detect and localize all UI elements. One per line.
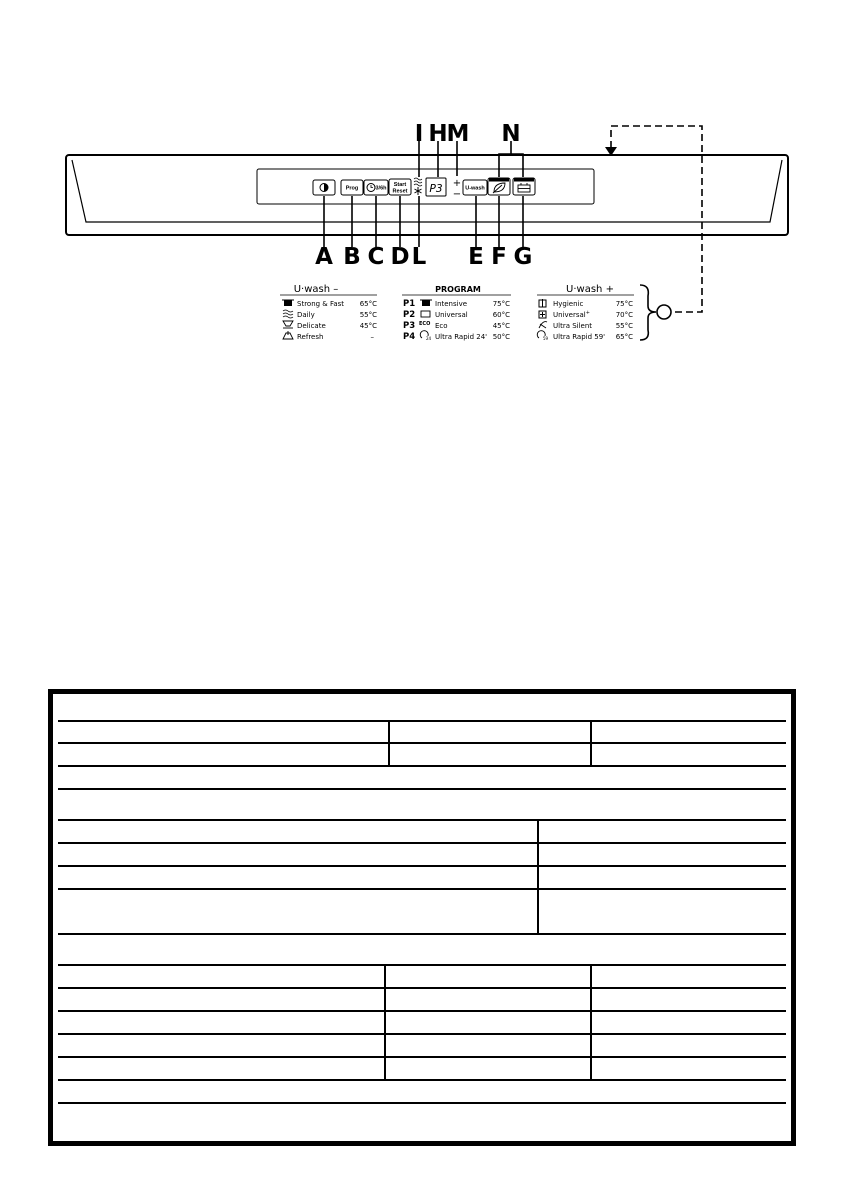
program-code: P2	[403, 310, 416, 320]
table-rule	[58, 987, 786, 989]
uwash-minus-row-temp: –	[370, 333, 374, 341]
table-rule	[590, 964, 592, 1080]
uwash-plus-row-name: Hygienic	[553, 300, 584, 308]
display-value: P3	[429, 182, 443, 195]
program-name: Universal	[435, 311, 468, 319]
clock-24-icon	[420, 331, 431, 341]
callout-B: B	[343, 244, 361, 270]
rinse-aid-indicator-icon	[414, 178, 422, 186]
half-load-button[interactable]	[513, 178, 535, 195]
uwash-minus-row-temp: 45°C	[359, 322, 377, 330]
svg-text:24: 24	[426, 336, 432, 341]
uwash-plus-title: U·wash +	[566, 284, 614, 295]
hygienic-icon	[539, 299, 546, 307]
table-rule	[58, 865, 786, 867]
prog-button-label: Prog	[345, 185, 359, 192]
program-temp: 45°C	[492, 322, 510, 330]
table-rule	[384, 964, 386, 1080]
program-code: P4	[403, 332, 416, 342]
pot-icon	[420, 300, 432, 306]
prog-button[interactable]	[341, 180, 363, 195]
callout-E: E	[468, 244, 484, 270]
table-rule	[58, 1010, 786, 1012]
program-temp: 75°C	[492, 300, 510, 308]
table-rule	[58, 819, 786, 821]
table-rule	[58, 933, 786, 935]
program-temp: 60°C	[492, 311, 510, 319]
program-code: P1	[403, 299, 416, 309]
callout-C: C	[367, 244, 385, 270]
silent-icon	[539, 322, 547, 328]
start-label: Start	[393, 182, 407, 188]
waves-icon	[283, 310, 293, 318]
uwash-minus-row-name: Daily	[297, 311, 315, 319]
table-rule	[58, 842, 786, 844]
callout-I: I	[414, 121, 424, 147]
uwash-minus-title: U·wash –	[293, 284, 339, 295]
uwash-button[interactable]	[463, 180, 487, 195]
program-legend	[402, 285, 511, 342]
salt-indicator-icon	[415, 187, 422, 195]
uwash-plus-row-name: Ultra Silent	[553, 322, 593, 330]
uwash-minus-row-name: Delicate	[297, 322, 326, 330]
callout-H: H	[428, 121, 448, 147]
table-rule	[58, 888, 786, 890]
uwash-plus-row-temp: 70°C	[615, 311, 633, 319]
plus-button[interactable]: +	[452, 178, 462, 189]
uwash-minus-row-name: Refresh	[297, 333, 324, 341]
callout-D: D	[390, 244, 410, 270]
uwash-plus-row-temp: 55°C	[615, 322, 633, 330]
uwash-plus-row-temp: 65°C	[615, 333, 633, 341]
table-rule	[58, 720, 786, 722]
specification-table	[48, 689, 796, 1146]
uwash-plus-row-name: Universal+	[553, 310, 590, 319]
callout-N: N	[501, 121, 521, 147]
eco-leaf-button[interactable]	[488, 178, 510, 195]
program-display	[426, 178, 446, 196]
program-temp: 50°C	[492, 333, 510, 341]
callout-G: G	[513, 244, 533, 270]
clock-59-icon	[537, 331, 548, 341]
uwash-plus-row-name: Ultra Rapid 59'	[553, 333, 606, 341]
callout-L: L	[411, 244, 427, 270]
table-rule	[58, 1033, 786, 1035]
program-title: PROGRAM	[435, 285, 481, 294]
program-name: Intensive	[435, 300, 468, 308]
pot-icon	[282, 300, 294, 306]
callout-M: M	[446, 121, 470, 147]
universal-plus-icon	[539, 311, 546, 318]
uwash-button-label: U-wash	[465, 185, 485, 192]
table-rule	[58, 1079, 786, 1081]
program-name: Ultra Rapid 24'	[435, 333, 488, 341]
minus-button[interactable]: −	[452, 189, 462, 200]
table-rule	[590, 720, 592, 767]
table-rule	[58, 1056, 786, 1058]
start-reset-button[interactable]	[389, 179, 411, 195]
delay-button[interactable]	[364, 180, 388, 195]
table-rule	[58, 742, 786, 744]
eco-icon: ECO	[419, 321, 431, 327]
delay-button-label: 3/6h	[375, 185, 387, 192]
uwash-plus-legend	[537, 284, 634, 341]
uwash-minus-row-temp: 55°C	[359, 311, 377, 319]
power-button[interactable]	[313, 180, 335, 195]
table-rule	[537, 819, 539, 934]
uwash-minus-row-name: Strong & Fast	[297, 300, 345, 308]
reset-label: Reset	[392, 188, 408, 195]
glass-icon	[283, 321, 293, 328]
table-rule	[58, 1102, 786, 1104]
program-name: Eco	[435, 322, 448, 330]
table-rule	[58, 964, 786, 966]
table-rule	[388, 720, 390, 767]
callout-A: A	[315, 244, 333, 270]
uwash-minus-row-temp: 65°C	[359, 300, 377, 308]
uwash-minus-legend	[280, 284, 377, 341]
table-rule	[58, 788, 786, 790]
refresh-icon	[283, 331, 293, 339]
uwash-plus-row-temp: 75°C	[615, 300, 633, 308]
table-rule	[58, 765, 786, 767]
svg-text:59: 59	[543, 336, 549, 341]
pan-icon	[421, 311, 430, 317]
callout-F: F	[491, 244, 507, 270]
program-code: P3	[403, 321, 416, 331]
